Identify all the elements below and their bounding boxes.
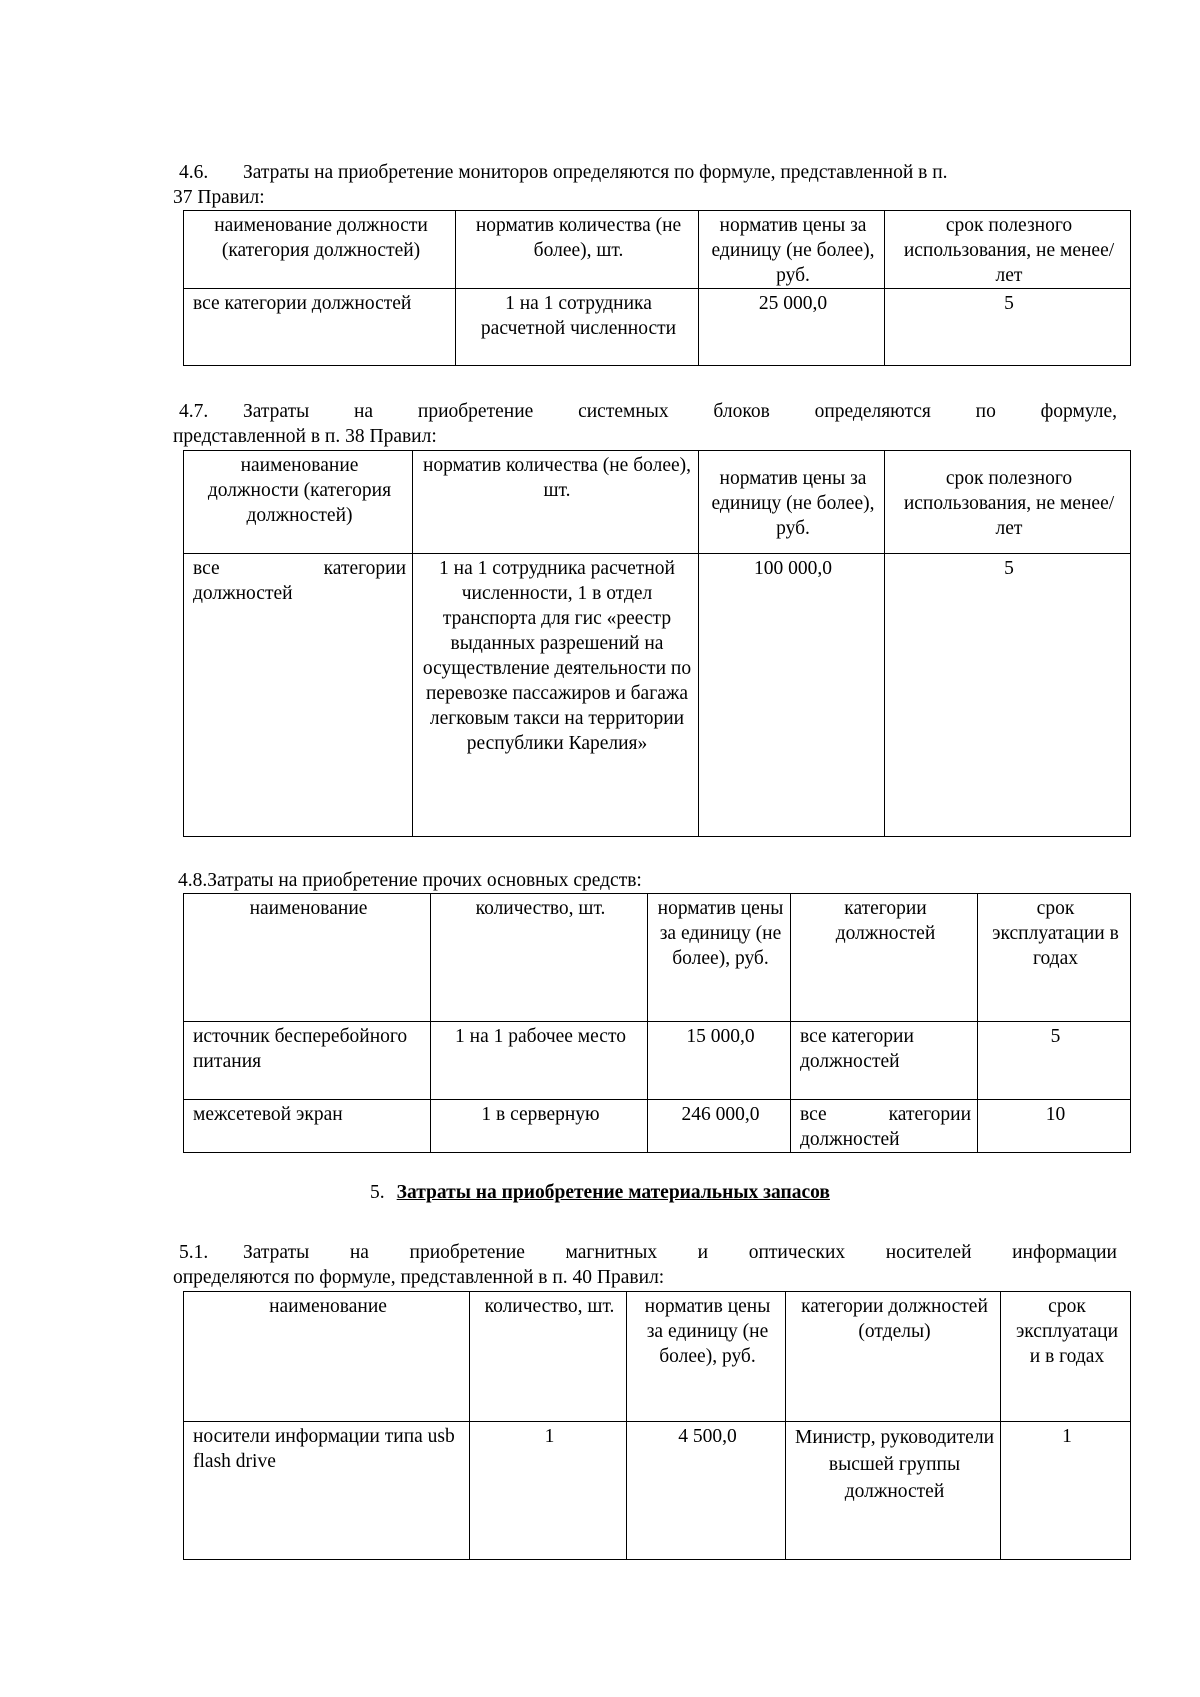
section-title: Затраты на приобретение материальных запасов	[396, 1182, 830, 1203]
header-cell: наименование должности (категория должностей)	[184, 211, 456, 289]
table-cell: носители информации типа usb flash drive	[184, 1422, 470, 1560]
header-cell: норматив цены за единицу (не более), руб.	[699, 451, 885, 554]
table-row	[184, 1022, 1131, 1100]
header-cell: наименование	[184, 894, 431, 1022]
table-cell: 1 на 1 сотрудника расчетной численности	[456, 289, 699, 366]
table-cell: Министр, руководители высшей группы должностей	[786, 1422, 1001, 1560]
header-cell: категории должностей (отделы)	[786, 1292, 1001, 1422]
table-cell: 15 000,0	[648, 1022, 791, 1100]
table-cell: все категории должностей	[184, 289, 456, 366]
table-cell: 1 на 1 рабочее место	[431, 1022, 648, 1100]
header-cell: наименование должности (категория должностей)	[184, 451, 413, 554]
header-cell: наименование	[184, 1292, 470, 1422]
paragraph-number: 5.1.	[179, 1242, 209, 1263]
table-header-row	[184, 211, 1131, 289]
monitors-table	[183, 210, 1131, 366]
table-cell: 1 в серверную	[431, 1100, 648, 1153]
header-cell: норматив цены за единицу (не более), руб.	[627, 1292, 786, 1422]
section-number: 5.	[370, 1182, 385, 1203]
system-units-table	[183, 450, 1131, 837]
paragraph-4-8: 4.8.Затраты на приобретение прочих основных средств:	[178, 870, 642, 891]
table-cell: 1	[470, 1422, 627, 1560]
paragraph-number: 4.6.	[179, 162, 209, 183]
table-cell: все категории должностей	[791, 1022, 978, 1100]
header-cell: срок полезного использования, не менее/лет	[885, 211, 1131, 289]
header-cell: норматив количества (не более), шт.	[456, 211, 699, 289]
media-table	[183, 1291, 1131, 1560]
table-cell: 100 000,0	[699, 554, 885, 837]
paragraph-number: 4.7.	[179, 401, 209, 422]
table-row	[184, 1422, 1131, 1560]
header-cell: срок эксплуатации в годах	[978, 894, 1131, 1022]
paragraph-text: Затраты на приобретение магнитных и оптических носителей информации	[243, 1242, 1117, 1263]
table-header-row	[184, 1292, 1131, 1422]
table-row	[184, 1100, 1131, 1153]
table-row	[184, 554, 1131, 837]
table-cell: 10	[978, 1100, 1131, 1153]
table-header-row	[184, 894, 1131, 1022]
paragraph-5-1	[173, 1240, 1117, 1265]
paragraph-4-7-continued: представленной в п. 38 Правил:	[173, 426, 437, 447]
table-cell: 4 500,0	[627, 1422, 786, 1560]
paragraph-4-6-continued: 37 Правил:	[173, 187, 265, 208]
table-cell: 246 000,0	[648, 1100, 791, 1153]
header-cell: количество, шт.	[470, 1292, 627, 1422]
table-header-row	[184, 451, 1131, 554]
header-cell: количество, шт.	[431, 894, 648, 1022]
table-cell: 5	[978, 1022, 1131, 1100]
table-cell: все категории должностей	[184, 554, 413, 837]
table-cell: все категории должностей	[791, 1100, 978, 1153]
table-cell: межсетевой экран	[184, 1100, 431, 1153]
table-cell: 5	[885, 289, 1131, 366]
table-cell: 1 на 1 сотрудника расчетной численности, 1 в отдел транспорта для гис «реестр выданных разрешений на осуществление деятельности по перевозке пассажиров и багажа легковым такси на территории республики Карелия»	[413, 554, 699, 837]
header-cell: срок полезного использования, не менее/лет	[885, 451, 1131, 554]
table-cell: 1	[1001, 1422, 1131, 1560]
paragraph-text: Затраты на приобретение системных блоков определяются по формуле,	[243, 401, 1117, 422]
section-heading	[0, 1180, 1200, 1205]
table-cell: 25 000,0	[699, 289, 885, 366]
header-cell: норматив цены за единицу (не более), руб.	[648, 894, 791, 1022]
header-cell: категории должностей	[791, 894, 978, 1022]
table-row	[184, 289, 1131, 366]
header-cell: норматив цены за единицу (не более), руб.	[699, 211, 885, 289]
other-assets-table	[183, 893, 1131, 1153]
table-cell: источник бесперебойного питания	[184, 1022, 431, 1100]
table-cell: 5	[885, 554, 1131, 837]
paragraph-5-1-continued: определяются по формуле, представленной в п. 40 Правил:	[173, 1267, 665, 1288]
header-cell: срок эксплуатаци и в годах	[1001, 1292, 1131, 1422]
header-cell: норматив количества (не более), шт.	[413, 451, 699, 554]
paragraph-4-7	[173, 399, 1117, 424]
paragraph-text: Затраты на приобретение мониторов определяются по формуле, представленной в п.	[243, 162, 948, 183]
paragraph-4-6	[173, 160, 1117, 185]
